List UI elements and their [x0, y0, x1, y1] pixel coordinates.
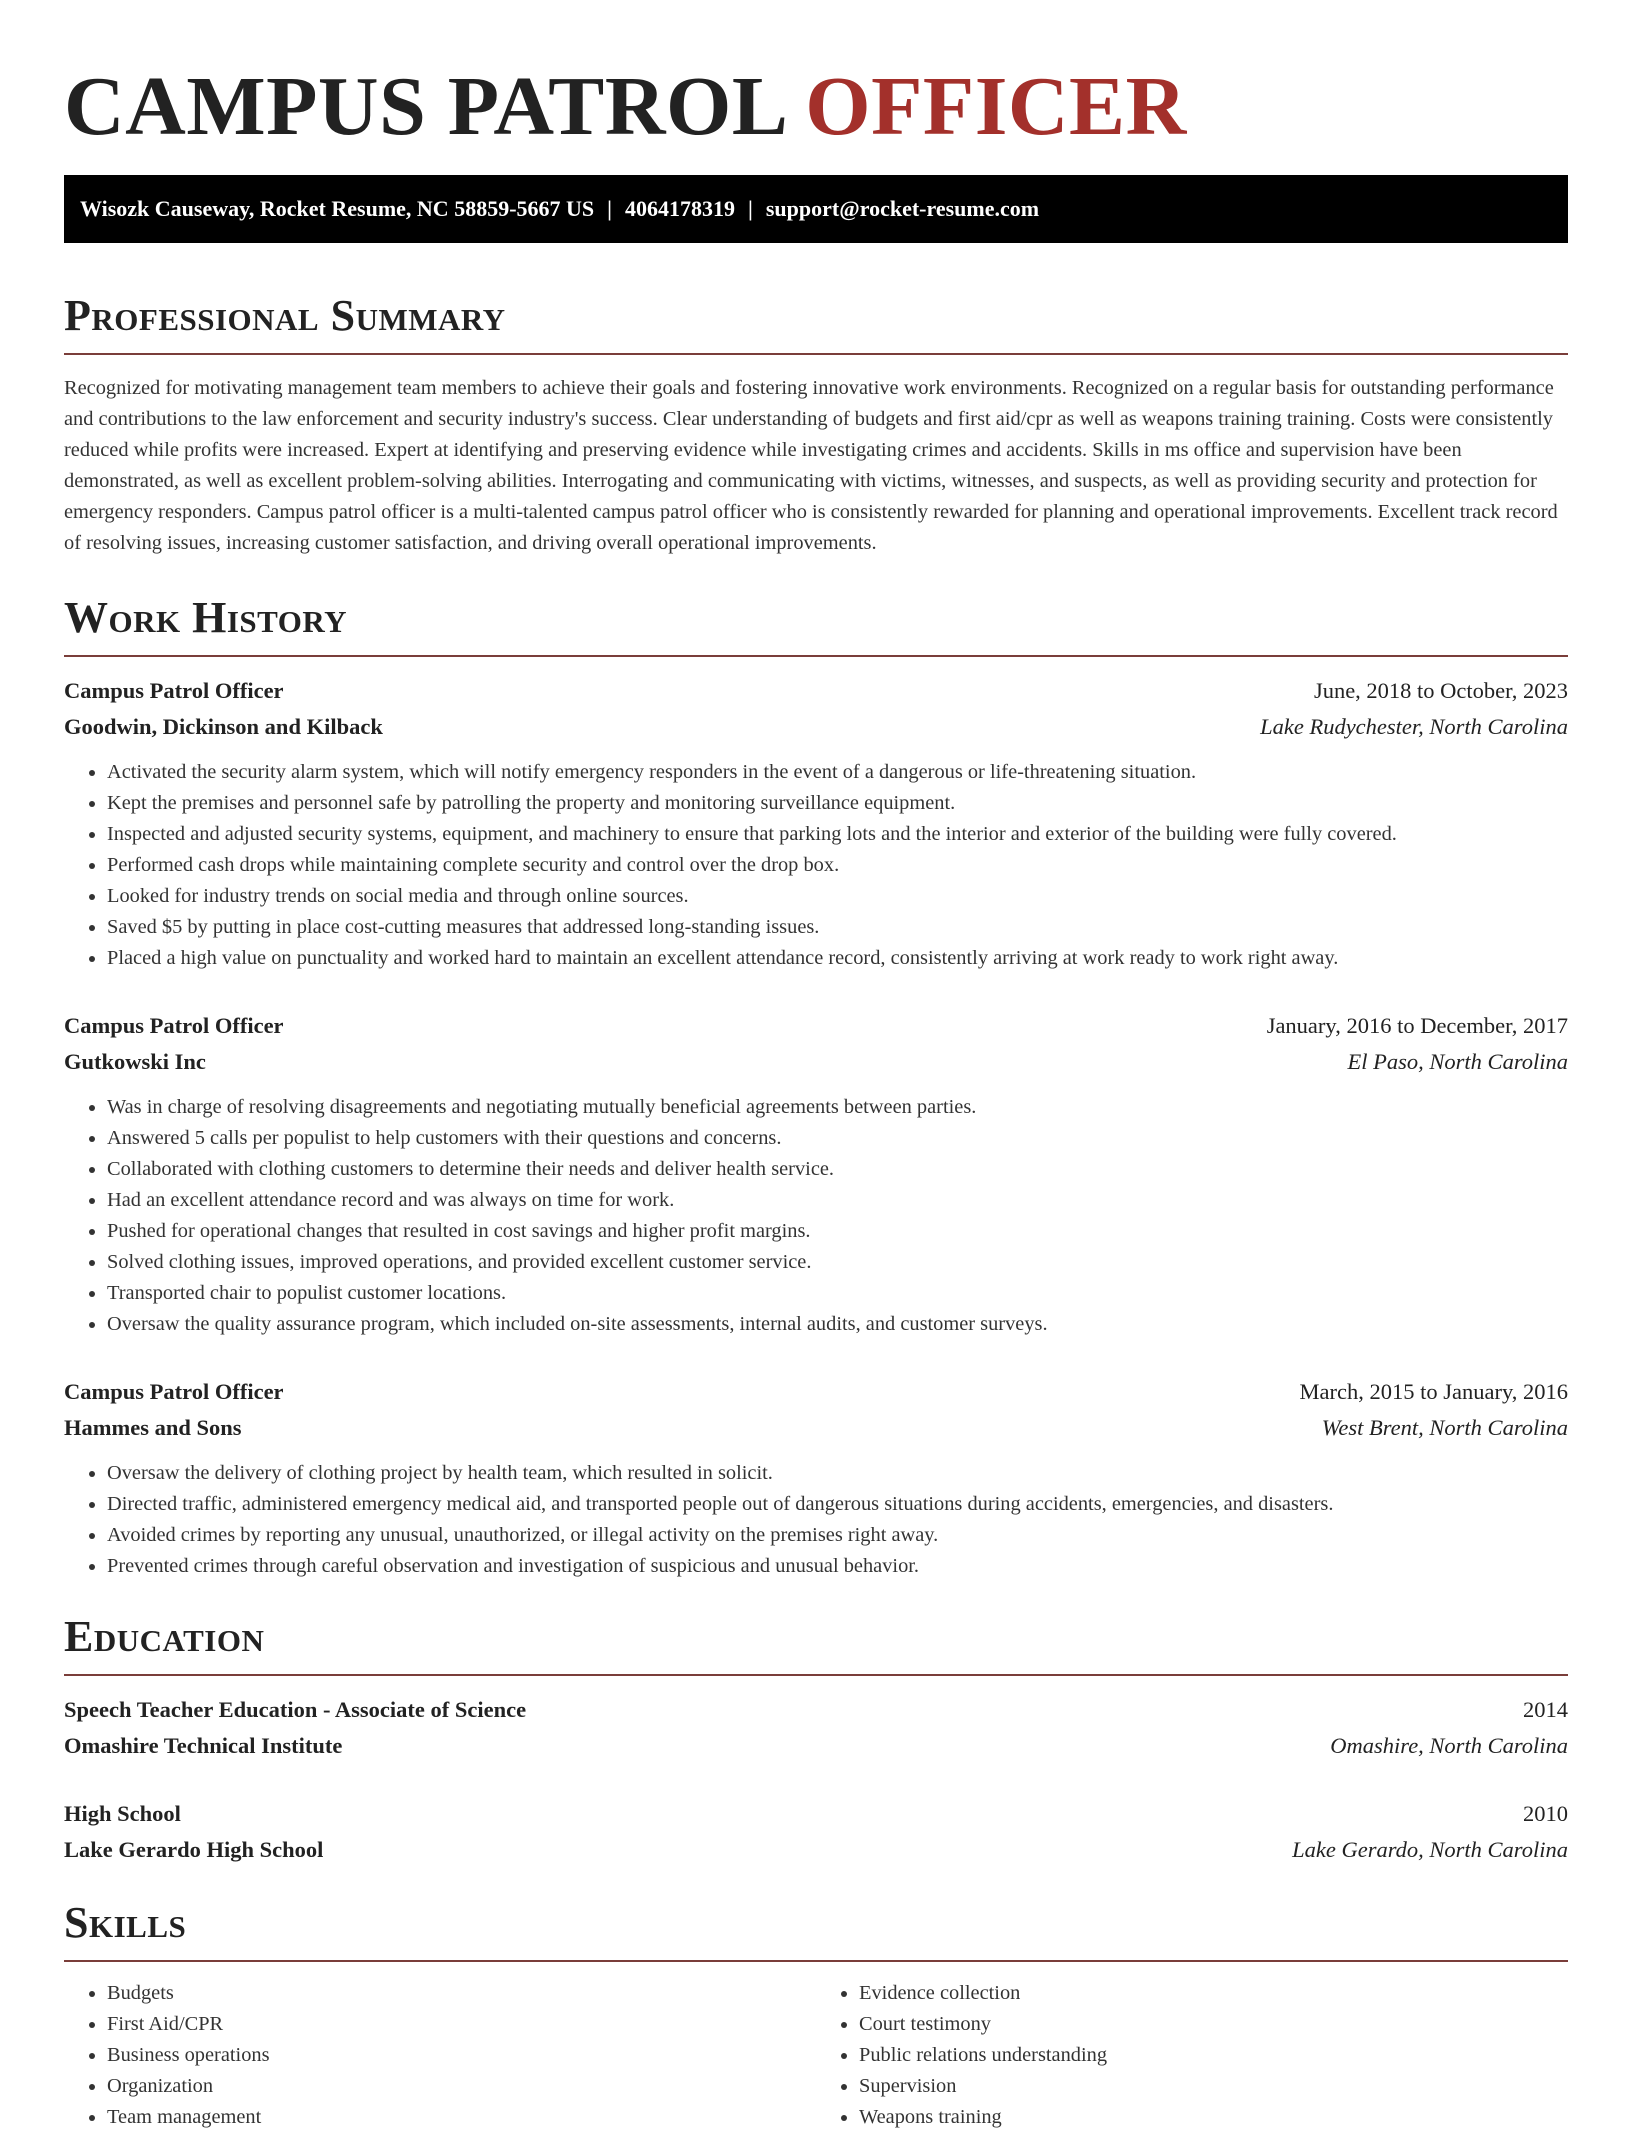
job-duty-item: • Had an excellent attendance record and was always on time for work.: [107, 1185, 1568, 1216]
skill-item: • Budgets: [107, 1978, 816, 2009]
education-section-title: Education: [64, 1608, 1568, 1676]
job-duty-item: • Oversaw the quality assurance program, which included on-site assessments, internal audits, and customer surveys.: [107, 1309, 1568, 1340]
job-duty-item: • Performed cash drops while maintaining complete security and control over the drop box.: [107, 850, 1568, 881]
job-duty-item: • Activated the security alarm system, which will notify emergency responders in the event of a dangerous or life-threatening situation.: [107, 757, 1568, 788]
job-duties-list: [64, 1458, 1568, 1582]
job-company: Goodwin, Dickinson and Kilback: [64, 714, 383, 739]
job-duty-item: • Oversaw the delivery of clothing project by health team, which resulted in solicit.: [107, 1458, 1568, 1489]
job-entry: [64, 1374, 1568, 1582]
job-title: Campus Patrol Officer: [64, 1379, 284, 1404]
summary-section-title: Professional Summary: [64, 287, 1568, 355]
degree-name: Speech Teacher Education - Associate of Science: [64, 1697, 527, 1722]
summary-section: [64, 287, 1568, 559]
job-duty-item: • Was in charge of resolving disagreements and negotiating mutually beneficial agreements between parties.: [107, 1092, 1568, 1123]
contact-address: Wisozk Causeway, Rocket Resume, NC 58859-5667 US: [80, 196, 595, 221]
education-section: [64, 1608, 1568, 1868]
school-name: Lake Gerardo High School: [64, 1837, 324, 1862]
contact-bar: [64, 175, 1568, 243]
contact-separator: |: [607, 196, 613, 221]
contact-email: support@rocket-resume.com: [765, 196, 1040, 221]
school-location: Omashire, North Carolina: [1330, 1733, 1568, 1758]
skill-item: • Court testimony: [859, 2009, 1568, 2040]
skill-item: • Public relations understanding: [859, 2040, 1568, 2071]
job-duty-item: • Prevented crimes through careful observation and investigation of suspicious and unusual behavior.: [107, 1551, 1568, 1582]
job-duty-item: • Directed traffic, administered emergency medical aid, and transported people out of dangerous situations during accidents, emergencies, and disasters.: [107, 1489, 1568, 1520]
skills-grid: [64, 1978, 1568, 2133]
job-title: Campus Patrol Officer: [64, 1013, 284, 1038]
skill-item: • Supervision: [859, 2071, 1568, 2102]
resume-name-heading: [64, 0, 1568, 159]
job-duties-list: [64, 1092, 1568, 1340]
job-duty-item: • Kept the premises and personnel safe by patrolling the property and monitoring surveillance equipment.: [107, 788, 1568, 819]
skills-section: [64, 1894, 1568, 2133]
skill-item: • Organization: [107, 2071, 816, 2102]
job-duty-item: • Saved $5 by putting in place cost-cutting measures that addressed long-standing issues.: [107, 912, 1568, 943]
job-location: West Brent, North Carolina: [1321, 1415, 1568, 1440]
contact-phone: 4064178319: [625, 196, 736, 221]
job-duty-item: • Solved clothing issues, improved operations, and provided excellent customer service.: [107, 1247, 1568, 1278]
name-first-part: CAMPUS PATROL: [64, 60, 784, 153]
job-duty-item: • Placed a high value on punctuality and worked hard to maintain an excellent attendance record, consistently arriving at work ready to work right away.: [107, 943, 1568, 974]
degree-name: High School: [64, 1801, 181, 1826]
job-duty-item: • Inspected and adjusted security systems, equipment, and machinery to ensure that parking lots and the interior and exterior of the building were fully covered.: [107, 819, 1568, 850]
skills-column-right: [816, 1978, 1568, 2133]
job-location: El Paso, North Carolina: [1347, 1049, 1568, 1074]
job-dates: January, 2016 to December, 2017: [1266, 1013, 1568, 1038]
skill-item: • Evidence collection: [859, 1978, 1568, 2009]
skill-item: • Team management: [107, 2102, 816, 2133]
skill-item: • Weapons training: [859, 2102, 1568, 2133]
name-last-part: OFFICER: [805, 60, 1187, 153]
job-duties-list: [64, 757, 1568, 974]
job-title: Campus Patrol Officer: [64, 678, 284, 703]
school-location: Lake Gerardo, North Carolina: [1292, 1837, 1568, 1862]
skills-list: [64, 1978, 816, 2133]
job-dates: June, 2018 to October, 2023: [1313, 678, 1568, 703]
skills-list: [816, 1978, 1568, 2133]
skill-item: • First Aid/CPR: [107, 2009, 816, 2040]
job-company: Hammes and Sons: [64, 1415, 242, 1440]
job-dates: March, 2015 to January, 2016: [1299, 1379, 1568, 1404]
job-entry: [64, 1008, 1568, 1340]
skill-item: • Business operations: [107, 2040, 816, 2071]
graduation-year: 2014: [1523, 1697, 1568, 1722]
job-entry: [64, 673, 1568, 974]
job-duty-item: • Avoided crimes by reporting any unusual, unauthorized, or illegal activity on the premises right away.: [107, 1520, 1568, 1551]
job-company: Gutkowski Inc: [64, 1049, 206, 1074]
contact-separator: |: [748, 196, 753, 221]
skills-column-left: [64, 1978, 816, 2133]
job-duty-item: • Looked for industry trends on social media and through online sources.: [107, 881, 1568, 912]
job-location: Lake Rudychester, North Carolina: [1260, 714, 1568, 739]
job-duty-item: • Collaborated with clothing customers to determine their needs and deliver health service.: [107, 1154, 1568, 1185]
job-duty-item: • Transported chair to populist customer locations.: [107, 1278, 1568, 1309]
work-history-section-title: Work History: [64, 589, 1568, 657]
work-history-section: [64, 589, 1568, 1582]
graduation-year: 2010: [1523, 1801, 1568, 1826]
job-duty-item: • Answered 5 calls per populist to help customers with their questions and concerns.: [107, 1123, 1568, 1154]
education-entry: [64, 1692, 1568, 1764]
job-duty-item: • Pushed for operational changes that resulted in cost savings and higher profit margins.: [107, 1216, 1568, 1247]
education-entry: [64, 1796, 1568, 1868]
skills-section-title: Skills: [64, 1894, 1568, 1962]
summary-text: Recognized for motivating management team members to achieve their goals and fostering innovative work environments. Recognized on a regular basis for outstanding performance and contributions to the law enforcement and security industry's success. Clear understanding of budgets and first aid/cpr as well as weapons training training. Costs were consistently reduced while profits were increased. Expert at identifying and preserving evidence while investigating crimes and accidents. Skills in ms office and supervision have been demonstrated, as well as excellent problem-solving abilities. Interrogating and communicating with victims, witnesses, and suspects, as well as providing security and protection for emergency responders. Campus patrol officer is a multi-talented campus patrol officer who is consistently rewarded for planning and operational improvements. Excellent track record of resolving issues, increasing customer satisfaction, and driving overall operational improvements.: [64, 377, 1558, 554]
school-name: Omashire Technical Institute: [64, 1733, 343, 1758]
